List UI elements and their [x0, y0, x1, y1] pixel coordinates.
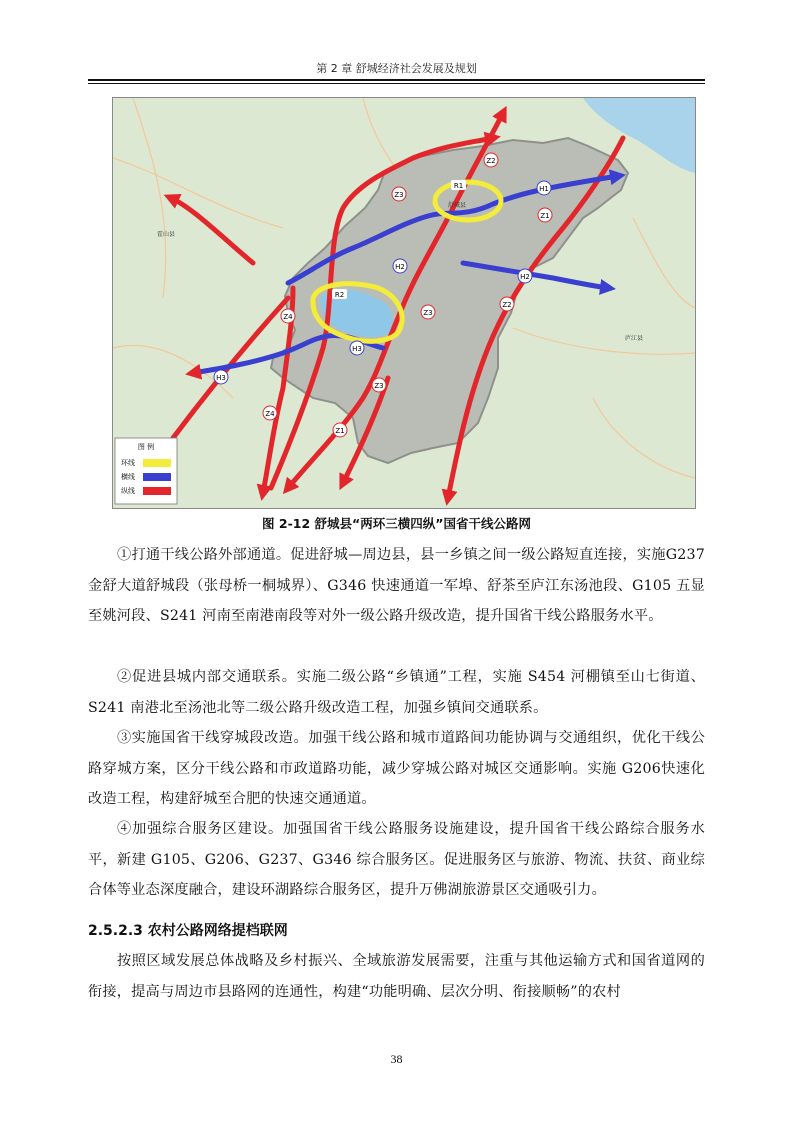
paragraph-2: ②促进县城内部交通联系。实施二级公路“乡镇通”工程，实施 S454 河棚镇至山七街道、S241 南港北至汤池北等二级公路升级改造工程，加强乡镇间交通联系。	[88, 669, 705, 716]
map-canvas	[113, 98, 695, 508]
route-label-z3c	[372, 378, 386, 392]
header-rule-thin	[88, 83, 705, 84]
svg-text:H1: H1	[539, 185, 549, 193]
svg-text:H3: H3	[216, 374, 226, 382]
paragraph-4: ④加强综合服务区建设。加强国省干线公路服务设施建设，提升国省干线公路综合服务水平，新建 G105、G206、G237、G346 综合服务区。促进服务区与旅游、物流、扶贫、商业综合体等业态深度融合，建设环湖路综合服务区，提升万佛湖旅游景区交通吸引力。	[88, 821, 705, 898]
route-label-z4b	[263, 406, 277, 420]
legend-item-horizontal	[121, 472, 171, 481]
legend-title: 图 例	[137, 443, 155, 451]
svg-text:R1: R1	[453, 182, 464, 190]
route-label-h2b	[518, 269, 532, 283]
svg-text:Z3: Z3	[374, 382, 384, 390]
paragraph-1: ①打通干线公路外部通道。促进舒城—周边县，县一乡镇之间一级公路短直连接，实施G237 金舒大道舒城段（张母桥一桐城界）、G346 快速通道一军埠、舒茶至庐江东汤池段、G105 五显至姚河段、S241 河南至南港南段等对外一级公路升级改造，提升国省干线公路服务水平。	[88, 547, 705, 624]
svg-text:纵线: 纵线	[121, 487, 135, 495]
place-label-huoshan: 霍山县	[157, 231, 176, 238]
svg-text:H3: H3	[352, 345, 362, 353]
route-label-z2	[484, 153, 498, 167]
svg-text:H2: H2	[395, 263, 405, 271]
map-legend	[115, 438, 177, 504]
paragraph-5: 按照区域发展总体战略及乡村振兴、全域旅游发展需要，注重与其他运输方式和国省道网的衔接，提高与周边市县路网的连通性，构建“功能明确、层次分明、衔接顺畅”的农村	[88, 953, 705, 1000]
running-header: 第 2 章 舒城经济社会发展及规划	[316, 62, 477, 75]
route-label-z4	[281, 309, 295, 323]
route-label-h3	[350, 341, 364, 355]
route-label-r2	[332, 289, 347, 299]
legend-item-ring	[121, 458, 171, 467]
route-label-h3b	[214, 370, 228, 384]
road-network-map	[112, 97, 696, 509]
svg-text:Z4: Z4	[283, 313, 293, 321]
svg-text:Z1: Z1	[335, 427, 345, 435]
paragraph-3: ③实施国省干线穿城段改造。加强干线公路和城市道路间功能协调与交通组织，优化干线公路穿城方案，区分干线公路和市政道路功能，减少穿城公路对城区交通影响。实施 G206快速化改造工程，构建舒城至合肥的快速交通通道。	[88, 730, 705, 807]
legend-item-vertical	[121, 486, 171, 495]
svg-text:Z4: Z4	[265, 410, 275, 418]
svg-text:Z3: Z3	[423, 309, 433, 317]
route-label-z3	[392, 187, 406, 201]
route-label-h2	[393, 259, 407, 273]
route-label-z1b	[333, 423, 347, 437]
svg-text:横线: 横线	[121, 473, 135, 481]
route-label-z3b	[421, 305, 435, 319]
route-label-r1	[451, 180, 466, 190]
place-label-shucheng: 舒城县	[448, 202, 467, 209]
page-number: 38	[390, 1052, 403, 1066]
svg-text:Z1: Z1	[540, 212, 550, 220]
route-label-z2b	[500, 297, 514, 311]
place-label-lujiang: 庐江县	[625, 335, 644, 342]
svg-text:Z2: Z2	[502, 301, 512, 309]
svg-text:Z2: Z2	[486, 157, 496, 165]
svg-text:R2: R2	[334, 291, 345, 299]
route-label-z1	[538, 208, 552, 222]
header-rule-thick	[88, 79, 705, 81]
svg-text:Z3: Z3	[394, 191, 404, 199]
svg-text:环线: 环线	[121, 459, 135, 467]
route-label-h1	[537, 181, 551, 195]
figure-caption: 图 2-12 舒城县“两环三横四纵”国省干线公路网	[262, 516, 531, 531]
svg-text:H2: H2	[520, 273, 530, 281]
section-heading: 2.5.2.3 农村公路网络提档联网	[88, 923, 288, 939]
